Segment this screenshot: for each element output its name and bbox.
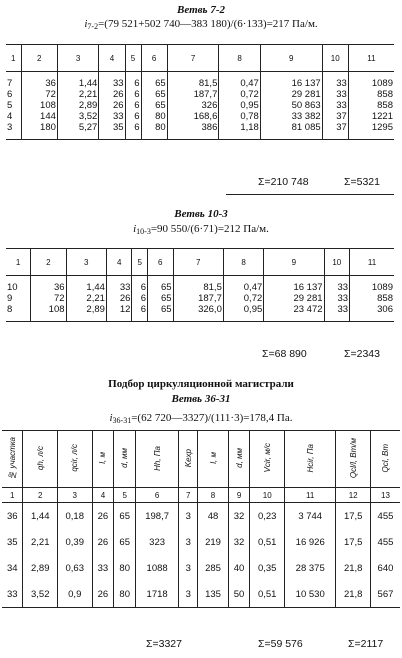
table-cell: 858	[348, 89, 394, 100]
table-cell: 16 926	[284, 529, 335, 555]
column-header: Qcl/l, Вт/м	[336, 431, 371, 488]
table-cell: 0,23	[250, 503, 285, 530]
table-cell: 180	[21, 122, 57, 140]
table-cell: 6	[132, 276, 148, 294]
column-header: 1	[6, 249, 31, 276]
table-cell: 36	[6, 510, 18, 522]
branch3-sum-3: Σ=2117	[348, 638, 384, 650]
table-cell: 7	[7, 78, 13, 89]
table-cell: 65	[114, 529, 136, 555]
table-cell: 37	[322, 111, 348, 122]
table-cell: 1295	[348, 122, 394, 140]
table-cell: 858	[348, 100, 394, 111]
column-header: 11	[350, 249, 394, 276]
table-cell: 1221	[348, 111, 394, 122]
table-cell: 21,8	[336, 555, 371, 581]
table-cell: 187,7	[173, 293, 223, 304]
table-cell: 33	[92, 555, 114, 581]
table-cell: 2,21	[57, 89, 98, 100]
table-cell: 65	[141, 100, 167, 111]
table-cell: 26	[92, 529, 114, 555]
table-cell: 26	[99, 100, 125, 111]
table-cell: 81,5	[167, 72, 219, 90]
column-header: qh, л/с	[23, 431, 58, 488]
column-number: 4	[92, 488, 114, 503]
table-cell: 21,8	[336, 581, 371, 608]
column-header: 10	[324, 249, 350, 276]
column-header: 2	[31, 249, 66, 276]
column-number: 13	[370, 488, 400, 503]
table-cell: 0,78	[219, 111, 260, 122]
column-header: 8	[219, 45, 260, 72]
table-cell: 0,95	[223, 304, 263, 322]
column-header: d, мм	[114, 431, 136, 488]
table-cell: 33	[324, 304, 350, 322]
table-cell: 0,51	[250, 581, 285, 608]
table-cell: 135	[198, 581, 228, 608]
table-cell: 6	[132, 304, 148, 322]
column-header: Hcir, Па	[284, 431, 335, 488]
table-cell: 0,35	[250, 555, 285, 581]
section-heading: Подбор циркуляционной магистрали	[108, 378, 294, 390]
table-cell: 65	[141, 89, 167, 100]
table-cell: 285	[198, 555, 228, 581]
branch1-sum-rule	[226, 194, 394, 195]
table-row	[6, 304, 394, 322]
column-header: 4	[99, 45, 125, 72]
column-header: 5	[132, 249, 148, 276]
table-cell: 3	[179, 555, 198, 581]
table-cell: 0,39	[58, 529, 93, 555]
table-cell: 33	[322, 89, 348, 100]
column-number: 7	[179, 488, 198, 503]
table-row	[6, 276, 394, 294]
column-number: 2	[23, 488, 58, 503]
branch2-sum-right: Σ=2343	[344, 348, 380, 360]
table-cell: 6	[125, 72, 141, 90]
table-cell: 1089	[348, 72, 394, 90]
table-cell: 32	[228, 503, 250, 530]
table-cell: 33	[99, 72, 125, 90]
column-header: 9	[260, 45, 322, 72]
table-cell: 1,18	[219, 122, 260, 140]
table-cell: 80	[141, 111, 167, 122]
branch1-table	[6, 44, 394, 140]
table-cell: 33	[324, 276, 350, 294]
table-cell: 3	[179, 581, 198, 608]
table-cell: 33	[322, 100, 348, 111]
column-header: 1	[6, 45, 21, 72]
column-header: 4	[106, 249, 132, 276]
branch1-title: Ветвь 7-2	[177, 4, 225, 16]
table-cell: 6	[7, 89, 13, 100]
table-cell: 35	[6, 536, 18, 548]
table-row	[6, 293, 394, 304]
table-cell: 455	[370, 503, 400, 530]
table-cell: 6	[125, 89, 141, 100]
table-cell: 33	[322, 72, 348, 90]
table-cell: 65	[141, 72, 167, 90]
table-cell: 0,18	[58, 503, 93, 530]
table-cell: 187,7	[167, 89, 219, 100]
table-cell: 65	[148, 293, 174, 304]
column-header: l, м	[92, 431, 114, 488]
column-header: 8	[223, 249, 263, 276]
branch2-sum-left: Σ=68 890	[262, 348, 307, 360]
column-header: Qcl, Вт	[370, 431, 400, 488]
table-cell: 1,44	[57, 72, 98, 90]
table-cell: 23 472	[264, 304, 324, 322]
column-header: Vcir, м/с	[250, 431, 285, 488]
table-cell: 33	[99, 111, 125, 122]
column-number: 1	[2, 488, 23, 503]
table-cell: 326,0	[173, 304, 223, 322]
table-cell: 108	[31, 304, 66, 322]
table-cell: 326	[167, 100, 219, 111]
table-cell: 0,47	[223, 276, 263, 294]
table-cell: 306	[350, 304, 394, 322]
table-cell: 65	[114, 503, 136, 530]
table-cell: 144	[21, 111, 57, 122]
table-cell: 81,5	[173, 276, 223, 294]
table-cell: 0,47	[219, 72, 260, 90]
table-row	[6, 100, 394, 111]
table-cell: 6	[125, 111, 141, 122]
table-cell: 108	[21, 100, 57, 111]
table-cell: 36	[31, 276, 66, 294]
branch3-table	[2, 430, 400, 608]
table-cell: 219	[198, 529, 228, 555]
table-cell: 29 281	[264, 293, 324, 304]
column-header: 6	[148, 249, 174, 276]
table-cell: 72	[31, 293, 66, 304]
table-cell: 65	[148, 276, 174, 294]
table-cell: 455	[370, 529, 400, 555]
table-cell: 26	[99, 89, 125, 100]
branch1-sum-right: Σ=5321	[344, 176, 380, 188]
table-cell: 72	[21, 89, 57, 100]
table-cell: 3	[6, 122, 21, 140]
table-cell: 40	[228, 555, 250, 581]
table-cell: 1089	[350, 276, 394, 294]
branch2-title: Ветвь 10-3	[174, 208, 228, 220]
table-cell: 12	[106, 304, 132, 322]
table-cell: 33	[324, 293, 350, 304]
column-header: 3	[57, 45, 98, 72]
table-cell: 50	[228, 581, 250, 608]
table-cell: 81 085	[260, 122, 322, 140]
column-number: 5	[114, 488, 136, 503]
table-cell: 2,89	[23, 555, 58, 581]
table-row	[6, 122, 394, 140]
column-header: 10	[322, 45, 348, 72]
table-cell: 37	[322, 122, 348, 140]
table-cell: 80	[114, 555, 136, 581]
column-header: d, мм	[228, 431, 250, 488]
branch2-formula: $i_{10-3}=90$ 550/(6·71)=212 Па/м.	[133, 223, 269, 236]
column-header: qcir, л/с	[58, 431, 93, 488]
table-row	[2, 581, 400, 608]
column-header: 5	[125, 45, 141, 72]
table-row	[6, 72, 394, 90]
column-header: l, м	[198, 431, 228, 488]
branch1-formula: $i_{7-2}=(79$ 521+502 740—383 180)/(6·133)=217 Па/м.	[84, 18, 318, 31]
column-header: Kexp	[179, 431, 198, 488]
table-cell: 0,51	[250, 529, 285, 555]
branch3-sum-1: Σ=3327	[146, 638, 182, 650]
table-cell: 32	[228, 529, 250, 555]
table-cell: 5,27	[57, 122, 98, 140]
table-row	[6, 111, 394, 122]
column-header: 11	[348, 45, 394, 72]
table-cell: 4	[7, 111, 13, 122]
table-cell: 1,44	[23, 503, 58, 530]
table-cell: 17,5	[336, 529, 371, 555]
table-cell: 10 530	[284, 581, 335, 608]
table-cell: 567	[370, 581, 400, 608]
table-cell: 386	[167, 122, 219, 140]
table-cell: 3 744	[284, 503, 335, 530]
column-header: 7	[173, 249, 223, 276]
table-cell: 80	[141, 122, 167, 140]
table-cell: 2,89	[57, 100, 98, 111]
table-cell: 2,89	[66, 304, 106, 322]
table-cell: 26	[92, 503, 114, 530]
table-cell: 34	[6, 562, 18, 574]
column-header: 9	[264, 249, 324, 276]
table-cell: 3,52	[23, 581, 58, 608]
column-number: 8	[198, 488, 228, 503]
table-cell: 858	[350, 293, 394, 304]
table-cell: 33	[2, 581, 23, 608]
table-cell: 1088	[136, 555, 179, 581]
table-cell: 168,6	[167, 111, 219, 122]
column-number: 11	[284, 488, 335, 503]
column-header: 6	[141, 45, 167, 72]
table-cell: 0,72	[219, 89, 260, 100]
table-row	[6, 89, 394, 100]
table-cell: 3	[179, 503, 198, 530]
table-cell: 0,63	[58, 555, 93, 581]
table-cell: 8	[6, 304, 31, 322]
table-cell: 35	[99, 122, 125, 140]
table-row	[2, 503, 400, 530]
table-cell: 80	[114, 581, 136, 608]
table-cell: 10	[7, 282, 18, 293]
table-cell: 640	[370, 555, 400, 581]
branch2-table	[6, 248, 394, 322]
table-cell: 16 137	[264, 276, 324, 294]
table-cell: 26	[106, 293, 132, 304]
table-cell: 0,95	[219, 100, 260, 111]
table-cell: 198,7	[136, 503, 179, 530]
table-cell: 0,72	[223, 293, 263, 304]
table-cell: 28 375	[284, 555, 335, 581]
table-cell: 33 382	[260, 111, 322, 122]
branch3-sum-2: Σ=59 576	[258, 638, 303, 650]
table-cell: 33	[106, 276, 132, 294]
table-cell: 6	[125, 100, 141, 111]
table-cell: 2,21	[23, 529, 58, 555]
table-cell: 1,44	[66, 276, 106, 294]
column-header: 2	[21, 45, 57, 72]
column-number: 3	[58, 488, 93, 503]
branch3-title: Ветвь 36-31	[171, 393, 231, 405]
table-cell: 3	[179, 529, 198, 555]
column-number: 12	[336, 488, 371, 503]
branch3-formula: $i_{36-31}=(62$ 720—3327)/(111·3)=178,4 Па.	[109, 412, 293, 425]
table-cell: 17,5	[336, 503, 371, 530]
table-cell: 16 137	[260, 72, 322, 90]
table-cell: 3,52	[57, 111, 98, 122]
column-number: 6	[136, 488, 179, 503]
table-cell: 1718	[136, 581, 179, 608]
table-cell: 6	[132, 293, 148, 304]
table-cell: 5	[7, 100, 13, 111]
table-cell: 48	[198, 503, 228, 530]
table-cell: 6	[125, 122, 141, 140]
table-cell: 9	[7, 293, 13, 304]
table-cell: 26	[92, 581, 114, 608]
branch1-sum-left: Σ=210 748	[258, 176, 309, 188]
table-row	[2, 529, 400, 555]
table-cell: 65	[148, 304, 174, 322]
column-header: Hh, Па	[136, 431, 179, 488]
column-number: 9	[228, 488, 250, 503]
table-cell: 29 281	[260, 89, 322, 100]
column-header: 3	[66, 249, 106, 276]
column-header: 7	[167, 45, 219, 72]
column-header: № участка	[2, 431, 23, 488]
table-row	[2, 555, 400, 581]
table-cell: 36	[21, 72, 57, 90]
table-cell: 323	[136, 529, 179, 555]
column-number: 10	[250, 488, 285, 503]
table-cell: 2,21	[66, 293, 106, 304]
table-cell: 0,9	[58, 581, 93, 608]
table-cell: 50 863	[260, 100, 322, 111]
